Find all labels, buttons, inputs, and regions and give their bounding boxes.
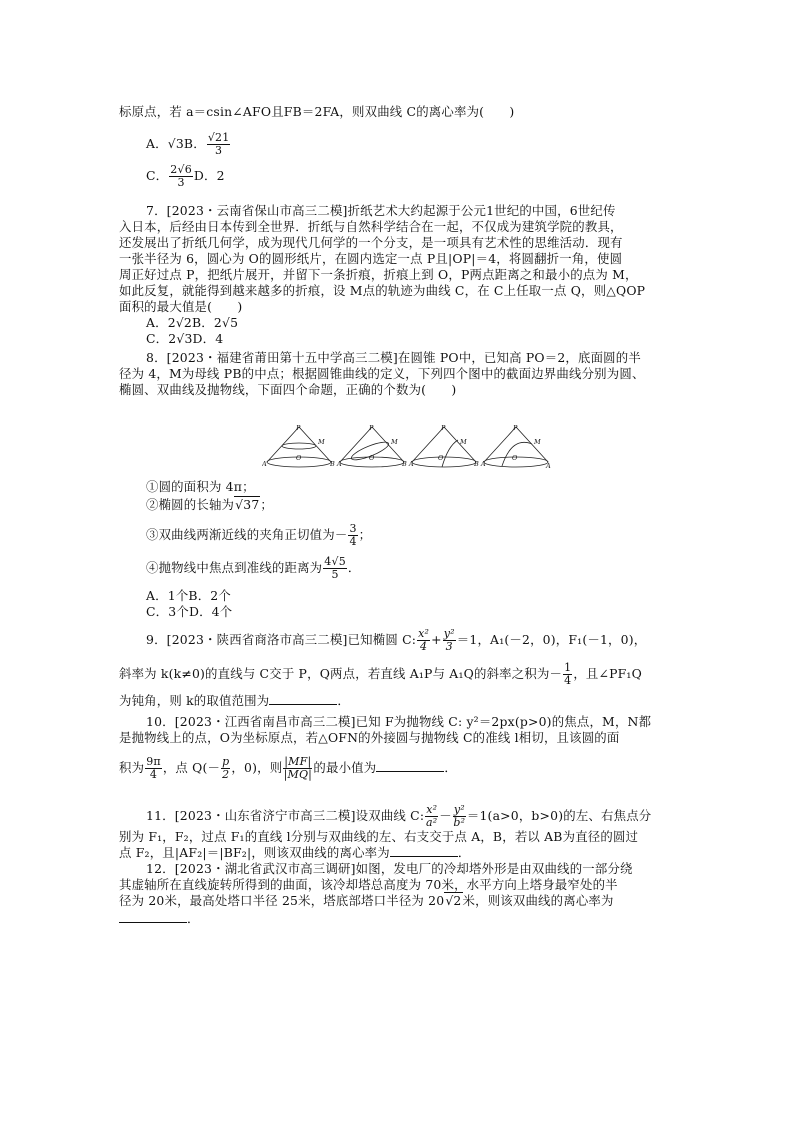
label-o-3: O: [438, 454, 444, 462]
q10-line-3: 积为 $\frac{9\pi}{4}$ ，点 Q(－ $\frac{p}{2}$ ，0)，则 $\frac{|MF|}{|MQ|}$ 的最小值为 ．: [119, 755, 457, 781]
q9-line-2: 斜率为 k(k≠0)的直线与 C交于 P，Q两点，若直线 A₁P与 A₁Q的斜率之积为－ $\frac{1}{4}$ ，且∠PF₁Q: [119, 661, 642, 687]
label-ba-1: B A: [330, 460, 342, 468]
q8-line-1: 8．[2023・福建省莆田第十五中学高三二模]在圆锥 PO中，已知高 PO＝2，底面圆的半: [146, 350, 641, 365]
q6-options-cd: C． $\frac{2√6}{3}$ D．2: [146, 163, 225, 189]
q8-options-ab: A．1个B．2个: [146, 588, 231, 603]
q6-options-ab: A．√3B． $\frac{√21}{3}$: [146, 131, 230, 157]
label-o-1: O: [296, 454, 302, 462]
label-a-4: A: [546, 462, 551, 470]
label-p-1: P: [296, 424, 301, 432]
q7-line-1: 7．[2023・云南省保山市高三二模]折纸艺术大约起源于公元1世纪的中国，6世纪传: [146, 203, 616, 218]
q12-answer-blank[interactable]: [119, 911, 187, 923]
q11-line-1: 11．[2023・山东省济宁市高三二模]设双曲线 C: $\frac{\text{x²}}{\text{a²}}$ － $\frac{\text{y²}}{\text{b²}}$ ＝1(a>0，b>0)的左、右焦点分: [146, 803, 652, 829]
q8-statement-1: ①圆的面积为 4π；: [146, 479, 255, 494]
label-ba-2: B A: [402, 460, 414, 468]
cone-hyperbola-section: [412, 427, 476, 467]
label-m-2: M: [391, 438, 398, 446]
q7-line-7: 面积的最大值是( ): [119, 299, 243, 314]
q8-line-2: 径为 4，M为母线 PB的中点；根据圆锥曲线的定义，下列四个图中的截面边界曲线分别为圆、: [119, 366, 645, 381]
q8-line-3: 椭圆、双曲线及抛物线，下面四个命题，正确的个数为( ): [119, 382, 457, 397]
label-o-4: O: [512, 454, 518, 462]
q9-line-1: 9．[2023・陕西省商洛市高三二模]已知椭圆 C: $\frac{\text{x²}}{4}$ + $\frac{\text{y²}}{3}$ ＝1，A₁(－2，0)，F₁(－1，0)，: [146, 627, 647, 653]
q10-line-1: 10．[2023・江西省南昌市高三二模]已知 F为抛物线 C: y²＝2px(p>0)的焦点，M，N都: [146, 714, 652, 729]
q7-options-cd: C．2√3D．4: [146, 331, 224, 346]
label-p-2: P: [369, 424, 374, 432]
q12-line-3: 径为 20米，最高处塔口半径 25米，塔底部塔口半径为 20√2米，则该双曲线的离心率为: [119, 893, 614, 908]
q7-line-2: 入日本，后经由日本传到全世界．折纸与自然科学结合在一起，不仅成为建筑学院的教具，: [119, 219, 623, 234]
q6-optB-fraction: $\frac{√21}{3}$: [207, 131, 230, 157]
label-p-3: P: [441, 424, 446, 432]
q6-stem-tail: 标原点，若 a＝csin∠AFO且FB＝2FA，则双曲线 C的离心率为( ): [119, 104, 515, 119]
q8-statement-3: ③双曲线两渐近线的夹角正切值为－ $\frac{3}{4}$ ；: [146, 522, 372, 548]
q10-line-2: 是抛物线上的点，O为坐标原点，若△OFN的外接圆与抛物线 C的准线 l相切，且该圆的面: [119, 730, 620, 745]
q7-options-ab: A．2√2B．2√5: [146, 315, 239, 330]
label-p-4: P: [513, 424, 518, 432]
cone-sections-figure: [262, 424, 552, 470]
q7-line-5: 周正好过点 P，把纸片展开，并留下一条折痕，折痕上到 O，P两点距离之和最小的点为 M，: [119, 267, 638, 282]
q8-statement-4: ④抛物线中焦点到准线的距离为 $\frac{4√5}{5}$ ．: [146, 555, 361, 581]
label-m-4: M: [534, 438, 541, 446]
label-m-1: M: [318, 438, 325, 446]
q11-line-2: 别为 F₁，F₂，过点 F₁的直线 l分别与双曲线的左、右支交于点 A，B，若以 AB为直径的圆过: [119, 829, 639, 844]
q9-line-3: 为钝角，则 k的取值范围为 ．: [119, 693, 350, 708]
label-m-3: M: [460, 438, 467, 446]
q12-line-4: ．: [119, 911, 200, 927]
label-a-1: A: [262, 460, 267, 468]
q7-line-4: 一张半径为 6，圆心为 O的圆形纸片，在圆内选定一点 P且|OP|＝4，将圆翻折一角，使圆: [119, 251, 623, 266]
q7-line-6: 如此反复，就能得到越来越多的折痕，设 M点的轨迹为曲线 C，在 C上任取一点 Q，则△QOP: [119, 283, 646, 298]
q9-answer-blank[interactable]: [269, 693, 337, 705]
q11-answer-blank[interactable]: [390, 845, 458, 857]
label-ba-3: B A: [474, 460, 486, 468]
q7-line-3: 还发展出了折纸几何学，成为现代几何学的一个分支，是一项具有艺术性的思维活动．现有: [119, 235, 623, 250]
label-o-2: O: [369, 454, 375, 462]
q12-line-2: 其虚轴所在直线旋转所得到的曲面，该冷却塔总高度为 70米，水平方向上塔身最窄处的半: [119, 877, 618, 892]
q12-line-1: 12．[2023・湖北省武汉市高三调研]如图，发电厂的冷却塔外形是由双曲线的一部分绕: [146, 861, 633, 876]
q6-optC-fraction: $\frac{2√6}{3}$: [170, 163, 192, 189]
q11-line-3: 点 F₂，且|AF₂|＝|BF₂|，则该双曲线的离心率为 ．: [119, 845, 471, 860]
q10-answer-blank[interactable]: [376, 760, 444, 772]
q8-options-cd: C．3个D．4个: [146, 604, 233, 619]
q8-statement-2: ②椭圆的长轴为√37；: [146, 497, 273, 512]
